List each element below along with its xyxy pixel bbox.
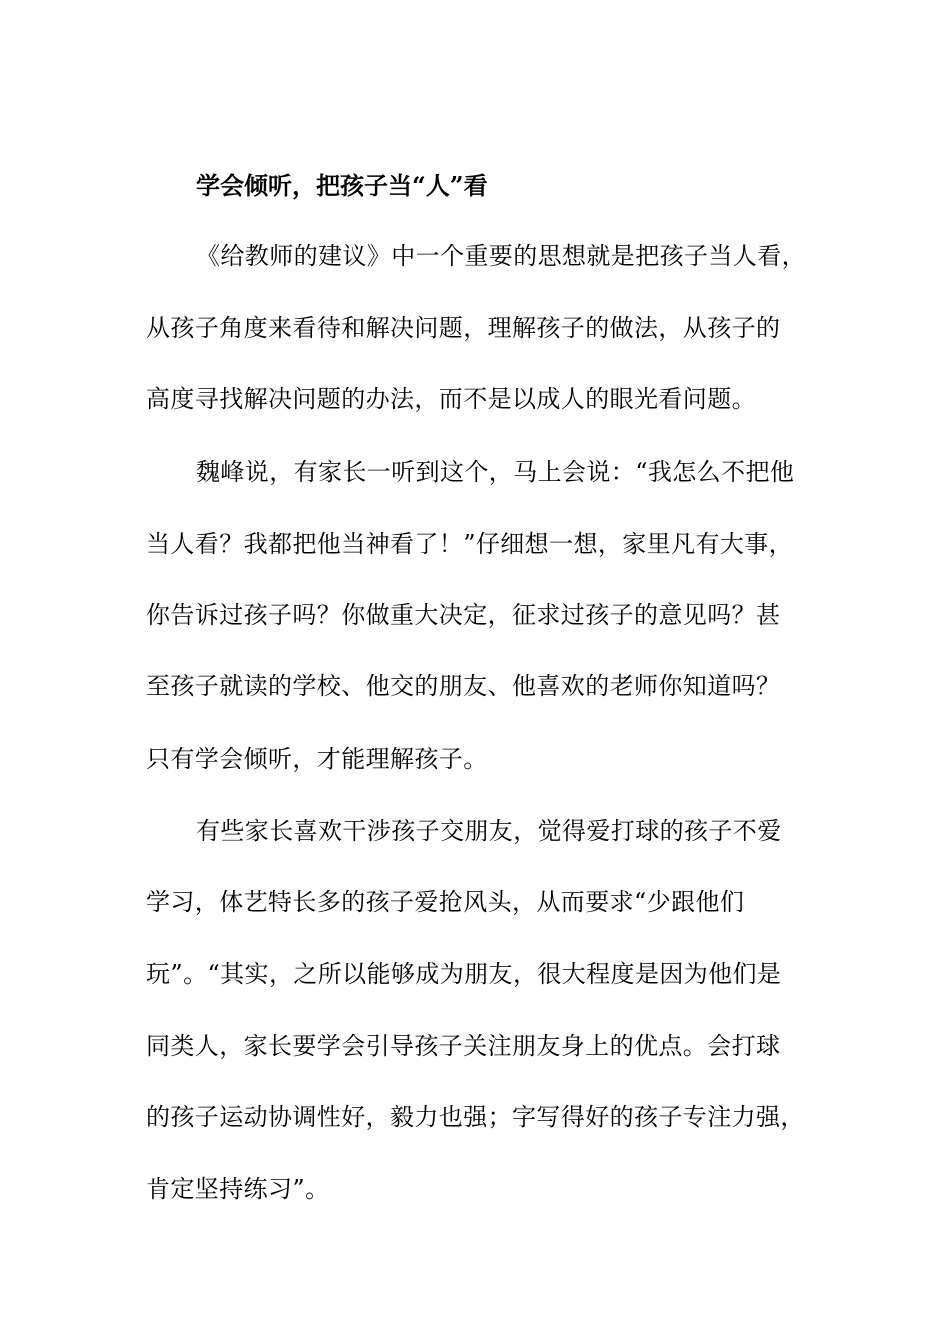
- paragraph-3-line-6: 肯定坚持练习”。: [146, 1175, 330, 1203]
- paragraph-2-line-1: 魏峰说，有家长一听到这个，马上会说：“我怎么不把他: [196, 458, 795, 486]
- paragraph-2-line-3: 你告诉过孩子吗？你做重大决定，征求过孩子的意见吗？甚: [146, 601, 781, 629]
- paragraph-3-line-2: 学习，体艺特长多的孩子爱抢风头，从而要求“少跟他们: [146, 888, 745, 916]
- paragraph-2-line-4: 至孩子就读的学校、他交的朋友、他喜欢的老师你知道吗？: [146, 672, 781, 700]
- paragraph-3-line-1: 有些家长喜欢干涉孩子交朋友，觉得爱打球的孩子不爱: [196, 817, 782, 845]
- paragraph-3-line-5: 的孩子运动协调性好，毅力也强；字写得好的孩子专注力强，: [146, 1103, 805, 1131]
- paragraph-1-line-3: 高度寻找解决问题的办法，而不是以成人的眼光看问题。: [146, 385, 756, 413]
- paragraph-1-line-1: 《给教师的建议》中一个重要的思想就是把孩子当人看，: [196, 242, 806, 270]
- paragraph-3-line-3: 玩”。“其实，之所以能够成为朋友，很大程度是因为他们是: [146, 960, 782, 988]
- paragraph-2-line-5: 只有学会倾听，才能理解孩子。: [146, 745, 488, 773]
- paragraph-3-line-4: 同类人，家长要学会引导孩子关注朋友身上的优点。会打球: [146, 1032, 781, 1060]
- paragraph-2-line-2: 当人看？我都把他当神看了！”仔细想一想，家里凡有大事，: [146, 530, 794, 558]
- document-title: 学会倾听，把孩子当“人”看: [196, 171, 488, 200]
- paragraph-1-line-2: 从孩子角度来看待和解决问题，理解孩子的做法，从孩子的: [146, 314, 781, 342]
